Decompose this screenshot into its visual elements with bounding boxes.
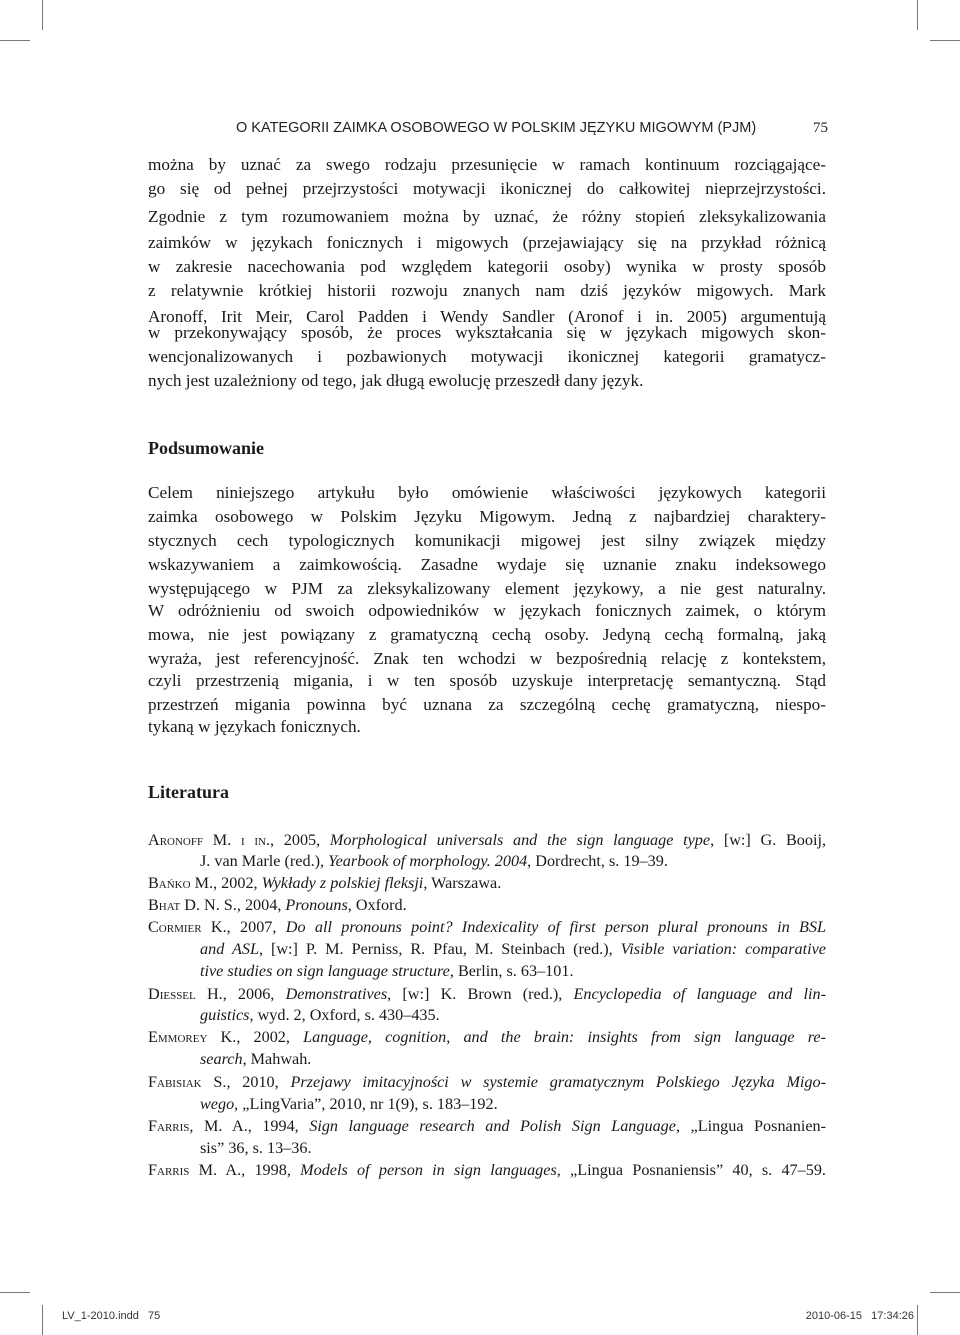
body-line: można by uznać za swego rodzaju przesunięcie w ramach kontinuum rozciągające- — [148, 155, 826, 174]
body-line: z relatywnie krótkiej historii rozwoju znanych nam dziś języków migowych. Mark — [148, 281, 826, 300]
reference-entry: Diessel H., 2006, Demonstratives, [w:] K. Brown (red.), Encyclopedia of language and lin- — [148, 985, 827, 1003]
reference-continuation: guistics, wyd. 2, Oxford, s. 430–435. — [200, 1006, 440, 1024]
body-line: Zgodnie z tym rozumowaniem można by uznać, że różny stopień zleksykalizowania — [148, 207, 826, 226]
page-number: 75 — [813, 120, 828, 136]
reference-continuation: sis” 36, s. 13–36. — [200, 1139, 312, 1157]
summary-line: W odróżnieniu od swoich odpowiedników w językach fonicznych zaimek, o którym — [148, 601, 826, 620]
summary-line: Celem niniejszego artykułu było omówienie właściwości językowych kategorii — [148, 483, 826, 502]
body-line: zaimków w językach fonicznych i migowych (przejawiający się na przykład różnicą — [148, 233, 826, 252]
slug-file: LV_1-2010.indd 75 — [62, 1310, 161, 1322]
summary-line: przestrzeń migania powinna być uznana za szczególną cechę gramatyczną, niespo- — [148, 695, 826, 714]
body-line: nych jest uzależniony od tego, jak długą ewolucję przeszedł dany język. — [148, 371, 644, 390]
summary-line: mowa, nie jest powiązany z gramatyczną cechą osoby. Jedyną cechą formalną, jaką — [148, 625, 826, 644]
crop-mark — [930, 1292, 960, 1293]
slug-timestamp: 2010-06-15 17:34:26 — [805, 1310, 914, 1322]
summary-line: tykaną w językach fonicznych. — [148, 717, 361, 736]
reference-entry: Emmorey K., 2002, Language, cognition, and the brain: insights from sign language re- — [148, 1028, 827, 1046]
reference-entry: Bhat D. N. S., 2004, Pronouns, Oxford. — [148, 896, 407, 914]
section-heading-summary: Podsumowanie — [148, 438, 265, 458]
body-line: Aronoff, Irit Meir, Carol Padden i Wendy Sandler (Aronof i in. 2005) argumentują — [148, 307, 826, 326]
body-line: wencjonalizowanych i pozbawionych motywacji ikonicznej kategorii gramatycz- — [148, 347, 826, 366]
summary-line: wyraża, jest referencyjność. Znak ten wchodzi w bezpośrednią relację z kontekstem, — [148, 649, 826, 668]
crop-mark — [42, 0, 43, 30]
summary-line: czyli przestrzenią migania, i w ten sposób uzyskuje interpretację semantyczną. Stąd — [148, 671, 826, 690]
section-heading-references: Literatura — [148, 782, 229, 802]
reference-entry: Aronoff M. i in., 2005, Morphological universals and the sign language type, [w:] G. Booij, — [148, 831, 827, 849]
reference-entry: Farris, M. A., 1994, Sign language research and Polish Sign Language, „Lingua Posnanien- — [148, 1117, 826, 1135]
body-line: go się od pełnej przejrzystości motywacji ikonicznej do całkowitej nieprzejrzystości. — [148, 179, 826, 198]
reference-continuation: J. van Marle (red.), Yearbook of morphology. 2004, Dordrecht, s. 19–39. — [200, 852, 668, 870]
crop-mark — [917, 0, 918, 30]
crop-mark — [0, 40, 30, 41]
body-line: w zakresie nacechowania pod względem kategorii osoby) wynika w prosty sposób — [148, 257, 826, 276]
reference-entry: Farris M. A., 1998, Models of person in sign languages, „Lingua Posnaniensis” 40, s. 47–59. — [148, 1161, 826, 1179]
crop-mark — [930, 40, 960, 41]
reference-continuation: and ASL, [w:] P. M. Perniss, R. Pfau, M. Steinbach (red.), Visible variation: comparative — [200, 940, 826, 958]
reference-continuation: search, Mahwah. — [200, 1050, 312, 1068]
crop-mark — [0, 1292, 30, 1293]
summary-line: stycznych cech typologicznych komunikacji migowej jest silny związek między — [148, 531, 826, 550]
running-header: O KATEGORII ZAIMKA OSOBOWEGO W POLSKIM JĘZYKU MIGOWYM (PJM) — [236, 120, 757, 136]
reference-entry: Cormier K., 2007, Do all pronouns point? Indexicality of first person plural pronouns in BSL — [148, 918, 826, 936]
reference-continuation: wego, „LingVaria”, 2010, nr 1(9), s. 183–192. — [200, 1095, 498, 1113]
body-line: w przekonywający sposób, że proces wykształcania się w językach migowych skon- — [148, 323, 826, 342]
crop-mark — [42, 1305, 43, 1335]
reference-entry: Bańko M., 2002, Wykłady z polskiej fleksji, Warszawa. — [148, 874, 502, 892]
reference-continuation: tive studies on sign language structure, Berlin, s. 63–101. — [200, 962, 574, 980]
summary-line: zaimka osobowego w Polskim Języku Migowym. Jedną z najbardziej charaktery- — [148, 507, 826, 526]
summary-line: występującego w PJM za zleksykalizowany element językowy, a nie gest naturalny. — [148, 579, 826, 598]
crop-mark — [917, 1305, 918, 1335]
summary-line: wskazywaniem a zaimkowością. Zasadne wydaje się uznanie znaku indeksowego — [148, 555, 826, 574]
reference-entry: Fabisiak S., 2010, Przejawy imitacyjności w systemie gramatycznym Polskiego Języka Migo- — [148, 1073, 827, 1091]
